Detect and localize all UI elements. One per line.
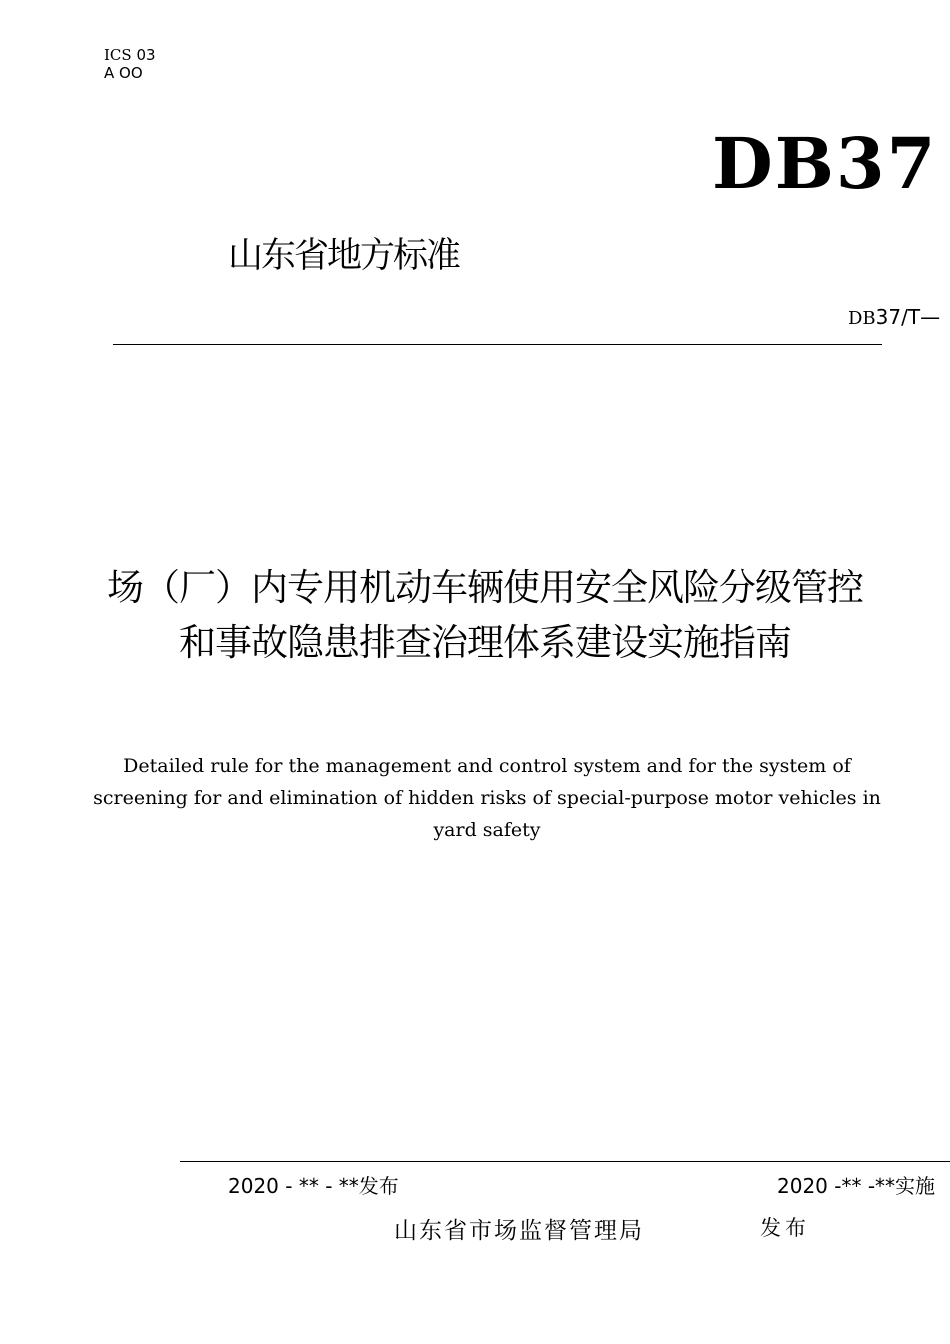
header-divider: [113, 344, 882, 345]
footer-divider: [180, 1161, 950, 1162]
standard-number: [848, 304, 940, 332]
ics-label: ICS: [104, 46, 132, 64]
ics-line: [104, 46, 156, 64]
implement-date: 2020 -** -**实施: [777, 1174, 936, 1198]
standard-code: DB37: [712, 122, 938, 205]
standard-type-label: 山东省地方标准: [228, 236, 460, 276]
ccs-code: A OO: [104, 64, 143, 82]
issuing-authority: 山东省市场监督管理局: [394, 1218, 644, 1244]
document-title-chinese: 场（厂）内专用机动车辆使用安全风险分级管控和事故隐患排查治理体系建设实施指南: [107, 566, 863, 664]
issue-label: 发布: [760, 1216, 810, 1240]
ics-classification: [104, 46, 156, 82]
standard-number-prefix: DB: [848, 308, 876, 329]
publish-date: 2020 - ** - **发布: [228, 1174, 399, 1198]
document-title-english: Detailed rule for the management and control system and for the system of screening for and elimination of hidden risks of special-purpose motor vehicles in yard safety: [93, 755, 881, 841]
standard-number-rest: 37/T—: [875, 305, 941, 329]
ics-code: 03: [136, 46, 156, 64]
